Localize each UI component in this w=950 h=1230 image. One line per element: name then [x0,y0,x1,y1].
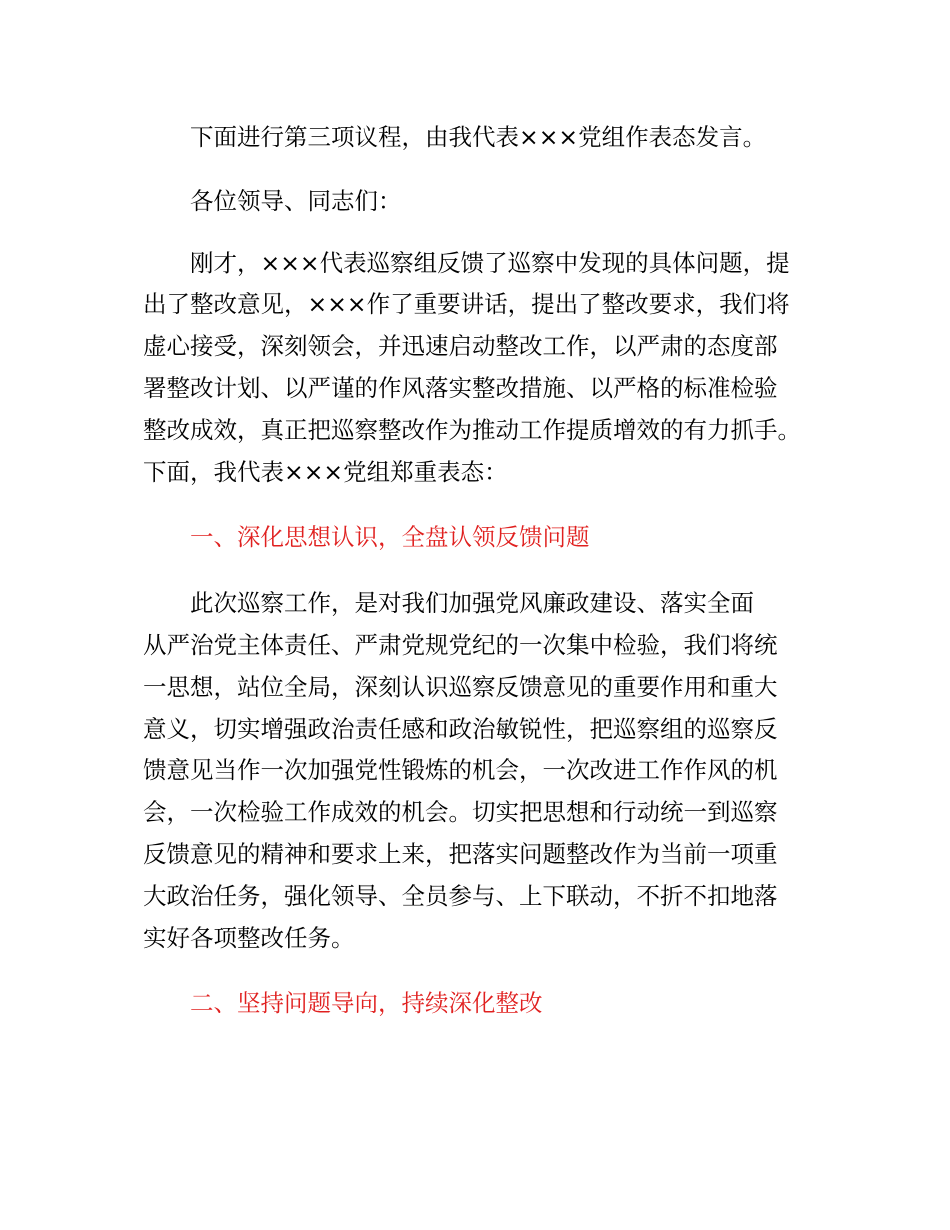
opening-statement-paragraph [143,243,823,494]
section-heading-text: 一、深化思想认识，全盘认领反馈问题 [190,523,590,552]
paragraph-line: 大政治任务，强化领导、全员参与、上下联动，不折不扣地落 [143,881,778,910]
paragraph-line: 各位领导、同志们： [190,186,402,215]
paragraph-line: 虚心接受，深刻领会，并迅速启动整改工作，以严肃的态度部 [143,332,778,361]
section-heading-2 [143,983,823,1025]
section-heading-text: 二、坚持问题导向，持续深化整改 [190,989,543,1018]
document-body [143,117,823,1025]
salutation-paragraph [143,181,823,223]
section-1-body-paragraph [143,583,823,959]
paragraph-line: 会，一次检验工作成效的机会。切实把思想和行动统一到巡察 [143,798,778,827]
paragraph-line: 此次巡察工作，是对我们加强党风廉政建设、落实全面 [190,589,754,618]
paragraph-line: 从严治党主体责任、严肃党规党纪的一次集中检验，我们将统 [143,630,778,659]
paragraph-line: 刚才，×××代表巡察组反馈了巡察中发现的具体问题，提 [190,248,790,277]
paragraph-line: 署整改计划、以严谨的作风落实整改措施、以严格的标准检验 [143,373,778,402]
section-heading-1 [143,517,823,559]
paragraph-line: 出了整改意见，×××作了重要讲话，提出了整改要求，我们将 [143,290,790,319]
paragraph-line: 一思想，站位全局，深刻认识巡察反馈意见的重要作用和重大 [143,672,778,701]
paragraph-line: 下面，我代表×××党组郑重表态： [143,457,508,486]
paragraph-line: 下面进行第三项议程，由我代表×××党组作表态发言。 [190,123,767,151]
paragraph-line: 意义，切实增强政治责任感和政治敏锐性，把巡察组的巡察反 [143,714,778,743]
paragraph-line: 整改成效，真正把巡察整改作为推动工作提质增效的有力抓手。 [143,415,801,444]
paragraph-line: 馈意见当作一次加强党性锻炼的机会，一次改进工作作风的机 [143,756,778,785]
agenda-intro-paragraph [143,117,823,159]
paragraph-line: 实好各项整改任务。 [143,923,355,952]
paragraph-line: 反馈意见的精神和要求上来，把落实问题整改作为当前一项重 [143,839,778,868]
